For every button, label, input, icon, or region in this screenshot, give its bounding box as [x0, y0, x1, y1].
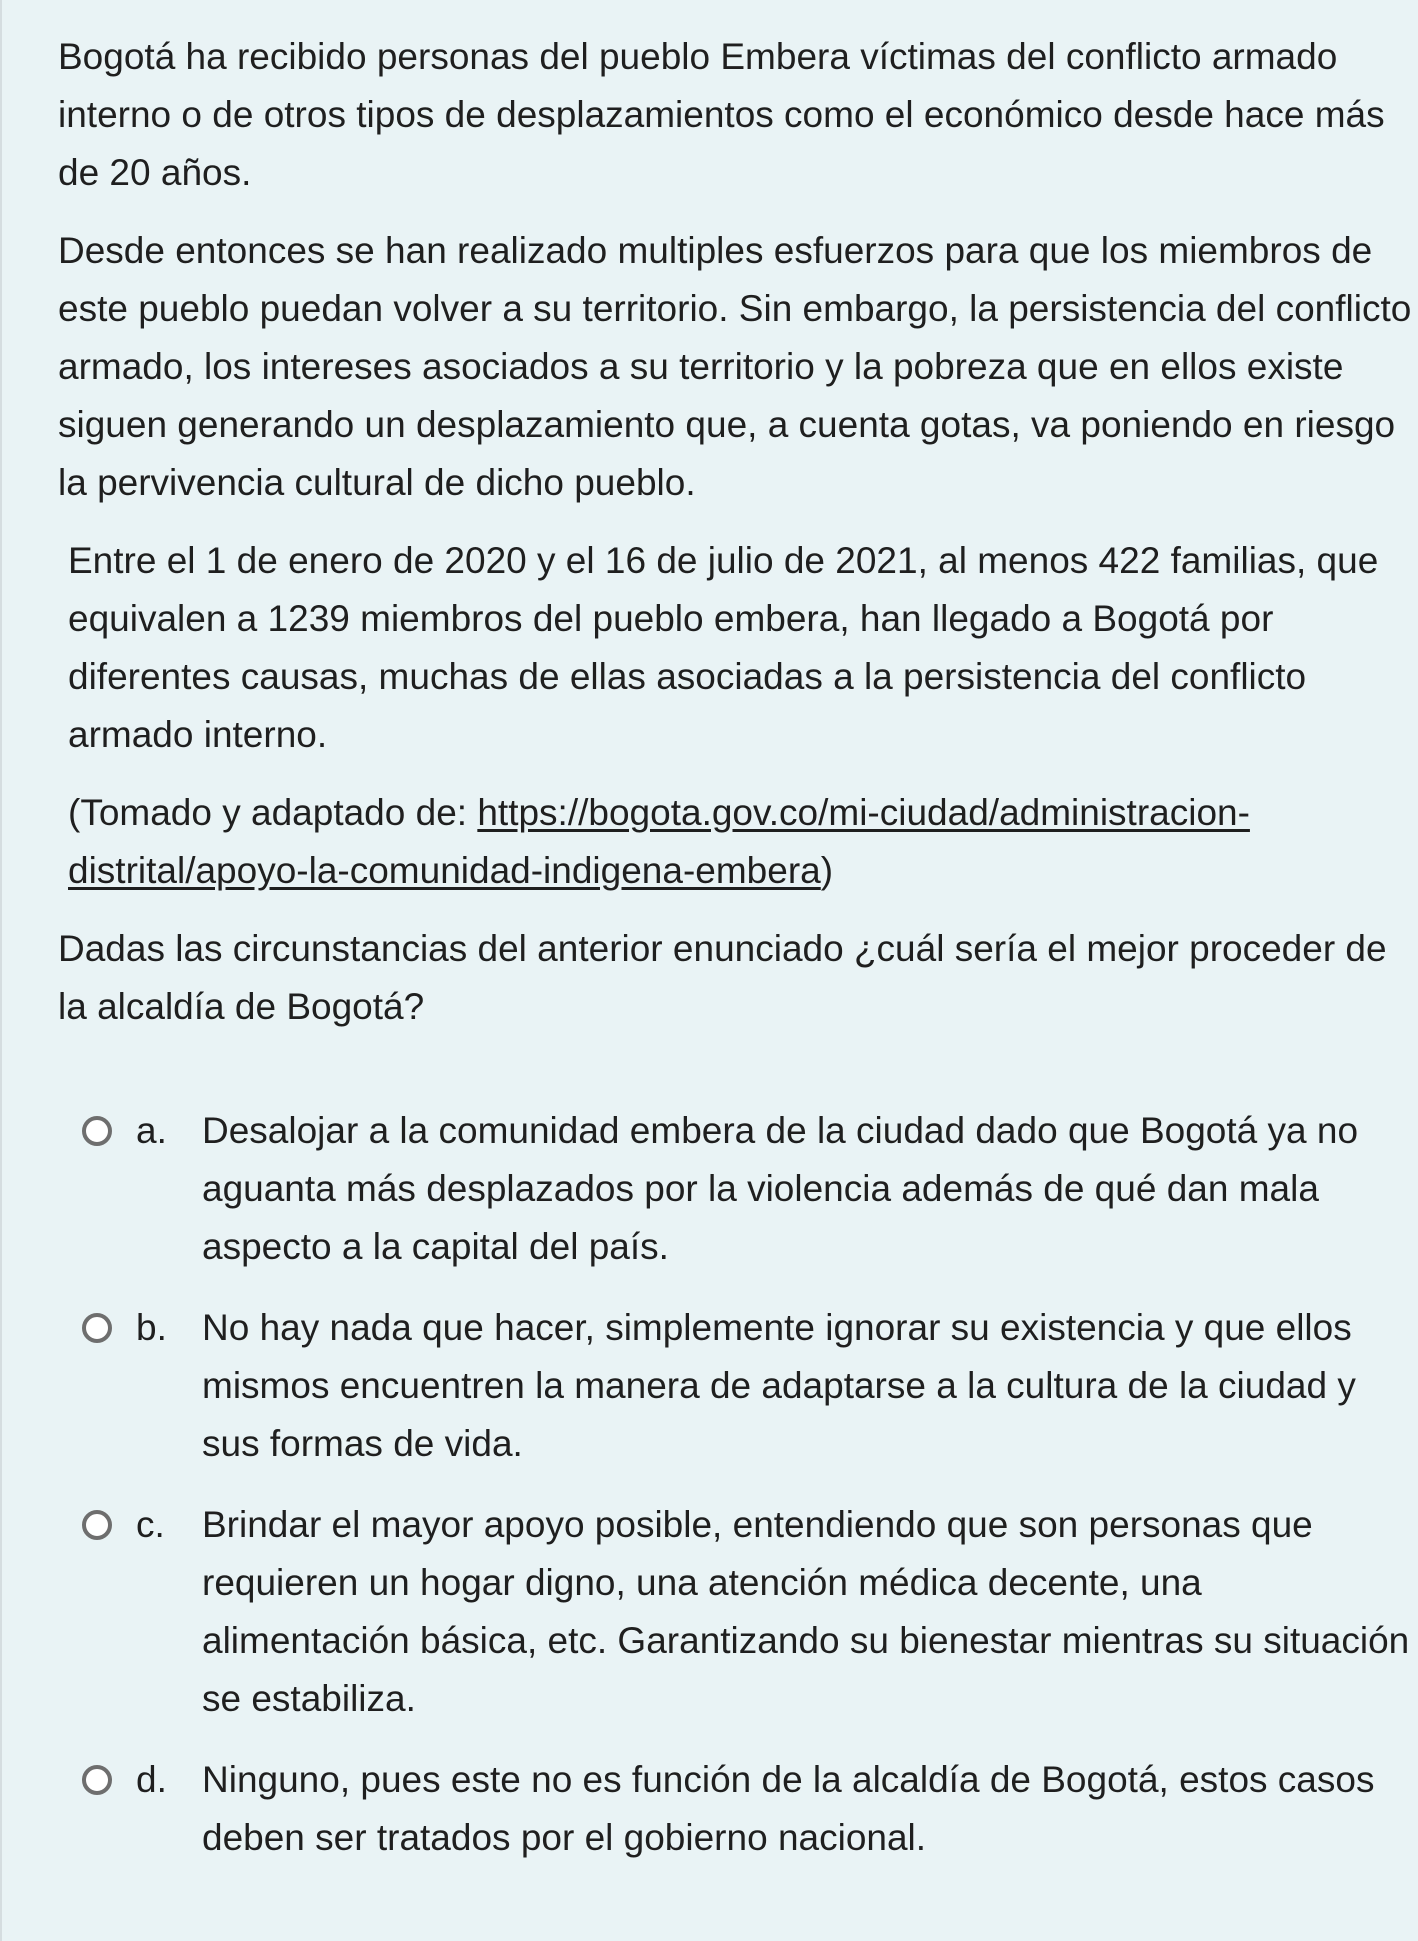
option-b[interactable]	[58, 1299, 1414, 1473]
option-letter: c.	[136, 1504, 165, 1545]
passage-paragraph-1: Bogotá ha recibido personas del pueblo Embera víctimas del conflicto armado interno o de otros tipos de desplazamientos como el económico desde hace más de 20 años.	[58, 36, 1385, 193]
option-text: Desalojar a la comunidad embera de la ciudad dado que Bogotá ya no aguanta más desplazados por la violencia además de qué dan mala aspecto a la capital del país.	[202, 1110, 1359, 1267]
radio-option-a[interactable]	[82, 1116, 112, 1146]
option-letter: d.	[136, 1759, 167, 1800]
option-a[interactable]	[58, 1102, 1414, 1276]
radio-option-c[interactable]	[82, 1510, 112, 1540]
option-text: Brindar el mayor apoyo posible, entendiendo que son personas que requieren un hogar digno, una atención médica decente, una alimentación básica, etc. Garantizando su bienestar mientras su situación se estabiliza.	[202, 1504, 1410, 1719]
answer-options	[58, 1102, 1414, 1867]
option-c[interactable]	[58, 1496, 1414, 1728]
option-text: No hay nada que hacer, simplemente ignorar su existencia y que ellos mismos encuentren la manera de adaptarse a la cultura de la ciudad y sus formas de vida.	[202, 1307, 1356, 1464]
source-prefix: (Tomado y adaptado de:	[68, 792, 478, 833]
question-card	[58, 28, 1414, 1890]
option-letter: b.	[136, 1307, 167, 1348]
source-link[interactable]: https://bogota.gov.co/mi-ciudad/administracion-distrital/apoyo-la-comunidad-indigena-embera	[68, 792, 1250, 891]
radio-option-d[interactable]	[82, 1765, 112, 1795]
passage-paragraph-2: Desde entonces se han realizado multiples esfuerzos para que los miembros de este pueblo puedan volver a su territorio. Sin embargo, la persistencia del conflicto armado, los intereses asociados a su territorio y la pobreza que en ellos existe siguen generando un desplazamiento que, a cuenta gotas, va poniendo en riesgo la pervivencia cultural de dicho pueblo.	[58, 230, 1412, 503]
passage-paragraph-3: Entre el 1 de enero de 2020 y el 16 de julio de 2021, al menos 422 familias, que equivalen a 1239 miembros del pueblo embera, han llegado a Bogotá por diferentes causas, muchas de ellas asociadas a la persistencia del conflicto armado interno.	[68, 540, 1379, 755]
option-letter: a.	[136, 1110, 167, 1151]
question-text: Dadas las circunstancias del anterior enunciado ¿cuál sería el mejor proceder de la alcaldía de Bogotá?	[58, 928, 1387, 1027]
source-citation	[58, 784, 1414, 900]
option-text: Ninguno, pues este no es función de la alcaldía de Bogotá, estos casos deben ser tratados por el gobierno nacional.	[202, 1759, 1375, 1858]
left-border	[0, 0, 2, 1941]
radio-option-b[interactable]	[82, 1313, 112, 1343]
source-suffix: )	[820, 850, 834, 891]
option-d[interactable]	[58, 1751, 1414, 1867]
